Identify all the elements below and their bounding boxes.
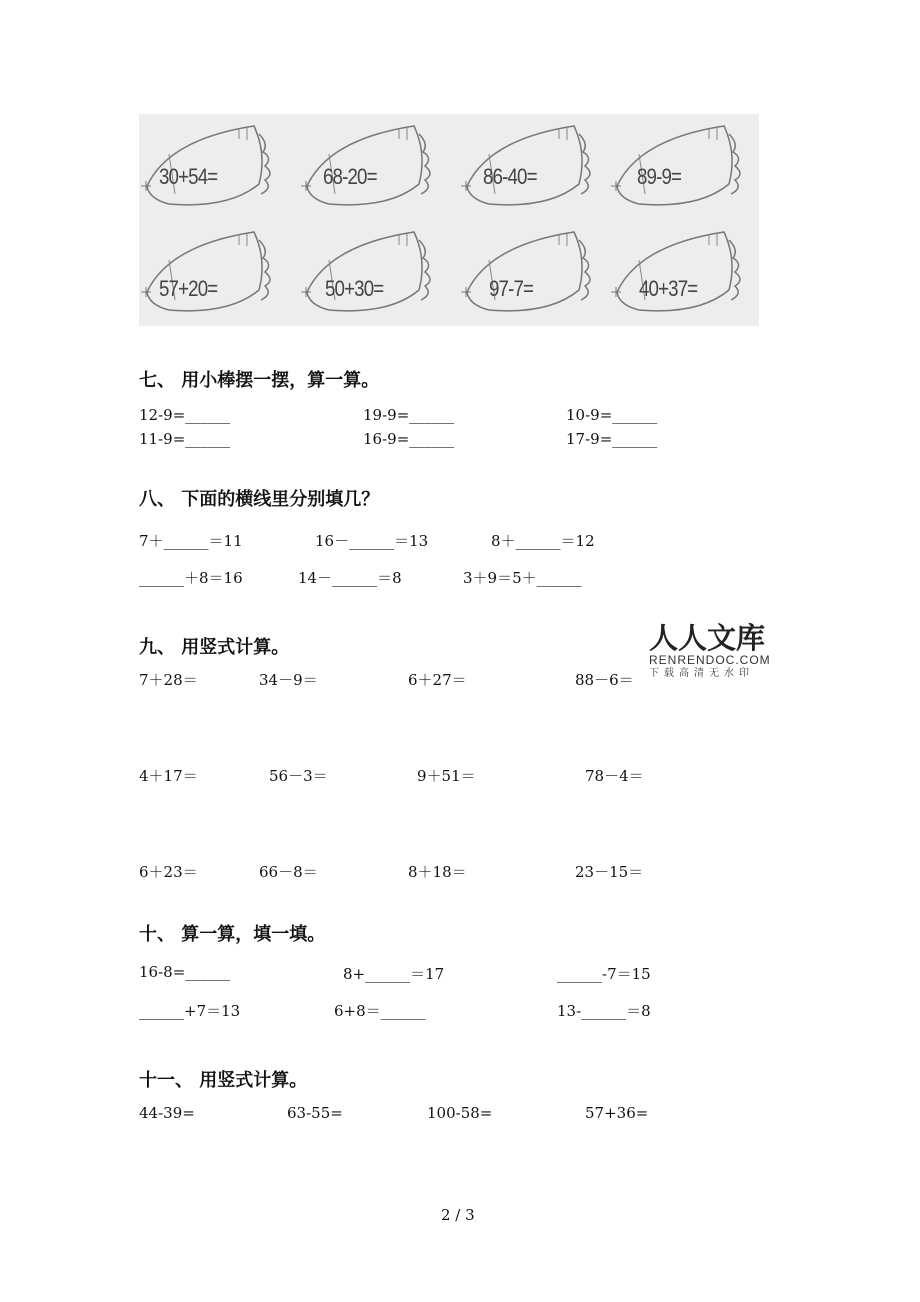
carrot-1 — [139, 114, 294, 220]
section-10-title: 十、 算一算，填一填。 — [139, 924, 326, 945]
s8-item-6: 3＋9＝5＋______ — [463, 569, 582, 587]
s8-item-5: 14－______＝8 — [298, 569, 402, 587]
s9-item-12: 23－15＝ — [575, 863, 644, 881]
carrot-icon — [139, 220, 294, 326]
page-number: 2 / 3 — [441, 1206, 475, 1224]
s11-item-2: 63-55= — [287, 1104, 343, 1122]
s8-item-1: 7＋______＝11 — [139, 532, 243, 550]
carrot-problem-2: 68-20= — [323, 164, 377, 189]
carrot-problem-3: 86-40= — [483, 164, 537, 189]
s10-item-3: ______-7＝15 — [557, 965, 651, 983]
s7-item-2: 19-9=______ — [363, 406, 455, 424]
carrot-problem-6: 50+30= — [325, 276, 384, 301]
carrot-6 — [299, 220, 454, 326]
renrendoc-watermark — [649, 623, 774, 681]
carrot-icon — [459, 220, 614, 326]
s9-item-6: 56－3＝ — [269, 767, 328, 785]
s10-item-2: 8+______＝17 — [343, 965, 445, 983]
carrot-icon — [609, 220, 764, 326]
s10-item-5: 6+8＝______ — [334, 1002, 426, 1020]
watermark-slogan: 下载高清无水印 — [649, 668, 754, 679]
carrot-problem-8: 40+37= — [639, 276, 698, 301]
carrot-8 — [609, 220, 764, 326]
s7-item-4: 11-9=______ — [139, 430, 231, 448]
s11-item-3: 100-58= — [427, 1104, 493, 1122]
s9-item-11: 8＋18＝ — [408, 863, 467, 881]
section-7-title: 七、 用小棒摆一摆，算一算。 — [139, 370, 380, 391]
s10-item-4: ______+7＝13 — [139, 1002, 241, 1020]
s10-item-1: 16-8=______ — [139, 963, 231, 981]
s7-item-3: 10-9=______ — [566, 406, 658, 424]
s7-item-5: 16-9=______ — [363, 430, 455, 448]
watermark-brand: 人人文库 — [649, 621, 766, 655]
section-8-title: 八、 下面的横线里分别填几？ — [139, 489, 380, 510]
s9-item-1: 7＋28＝ — [139, 671, 198, 689]
section-9-title: 九、 用竖式计算。 — [139, 637, 290, 658]
watermark-domain: RENRENDOC.COM — [649, 653, 771, 667]
s8-item-2: 16－______＝13 — [315, 532, 429, 550]
carrot-problem-4: 89-9= — [637, 164, 682, 189]
s9-item-7: 9＋51＝ — [417, 767, 476, 785]
carrot-4 — [609, 114, 764, 220]
s9-item-2: 34－9＝ — [259, 671, 318, 689]
carrot-exercise-image — [139, 114, 759, 326]
carrot-icon — [299, 220, 454, 326]
carrot-problem-5: 57+20= — [159, 276, 218, 301]
carrot-problem-1: 30+54= — [159, 164, 218, 189]
s9-item-5: 4＋17＝ — [139, 767, 198, 785]
s8-item-4: ______＋8＝16 — [139, 569, 243, 587]
carrot-2 — [299, 114, 454, 220]
s9-item-4: 88－6＝ — [575, 671, 634, 689]
s8-item-3: 8＋______＝12 — [491, 532, 595, 550]
carrot-7 — [459, 220, 614, 326]
s10-item-6: 13-______＝8 — [557, 1002, 651, 1020]
s11-item-4: 57+36= — [585, 1104, 649, 1122]
s7-item-1: 12-9=______ — [139, 406, 231, 424]
carrot-5 — [139, 220, 294, 326]
s11-item-1: 44-39= — [139, 1104, 195, 1122]
s9-item-9: 6＋23＝ — [139, 863, 198, 881]
s7-item-6: 17-9=______ — [566, 430, 658, 448]
carrot-problem-7: 97-7= — [489, 276, 534, 301]
carrot-3 — [459, 114, 614, 220]
carrot-icon — [609, 114, 764, 220]
s9-item-3: 6＋27＝ — [408, 671, 467, 689]
section-11-title: 十一、 用竖式计算。 — [139, 1070, 308, 1091]
s9-item-8: 78－4＝ — [585, 767, 644, 785]
s9-item-10: 66－8＝ — [259, 863, 318, 881]
